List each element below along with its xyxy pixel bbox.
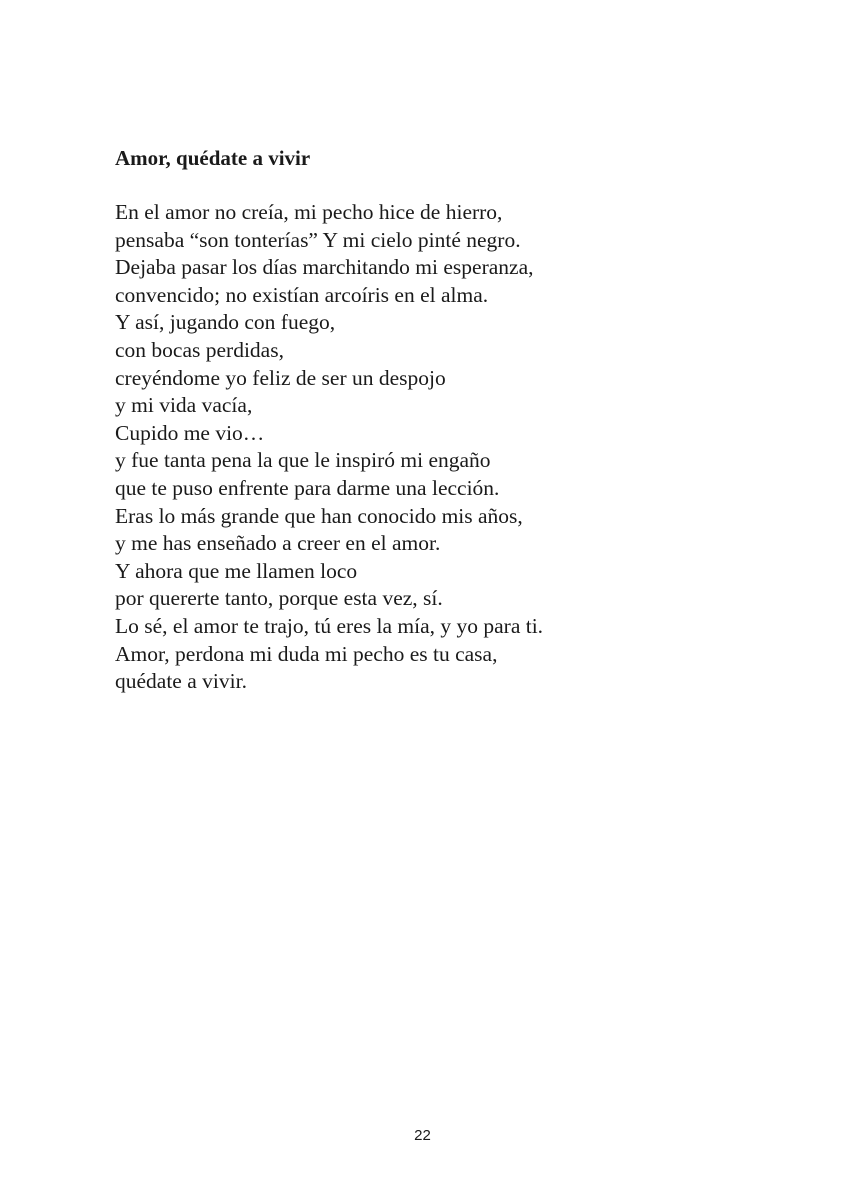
poem-line: Cupido me vio… [115,420,265,445]
poem-line: Dejaba pasar los días marchitando mi esperanza, [115,255,534,280]
poem-line: con bocas perdidas, [115,337,284,362]
page-number: 22 [414,1127,431,1144]
poem-line: quédate a vivir. [115,669,247,694]
poem-line: Lo sé, el amor te trajo, tú eres la mía, y yo para ti. [115,613,544,638]
poem-line: que te puso enfrente para darme una lección. [115,475,500,500]
poem-line: Eras lo más grande que han conocido mis años, [115,503,523,528]
poem-line: por quererte tanto, porque esta vez, sí. [115,586,443,611]
poem-line: convencido; no existían arcoíris en el alma. [115,282,489,307]
poem-line: y mi vida vacía, [115,393,253,418]
poem-title: Amor, quédate a vivir [115,146,311,170]
poem-line: Amor, perdona mi duda mi pecho es tu casa, [115,641,498,666]
poem-line: Y ahora que me llamen loco [115,558,358,583]
poem-line: creyéndome yo feliz de ser un despojo [115,365,446,390]
poem-body [115,199,543,696]
poem-line: y fue tanta pena la que le inspiró mi engaño [115,448,491,473]
poem-line: pensaba “son tonterías” Y mi cielo pinté negro. [115,227,521,252]
poem-line: En el amor no creía, mi pecho hice de hierro, [115,200,503,224]
poem-line: y me has enseñado a creer en el amor. [115,531,441,556]
poem-line: Y así, jugando con fuego, [115,310,336,335]
